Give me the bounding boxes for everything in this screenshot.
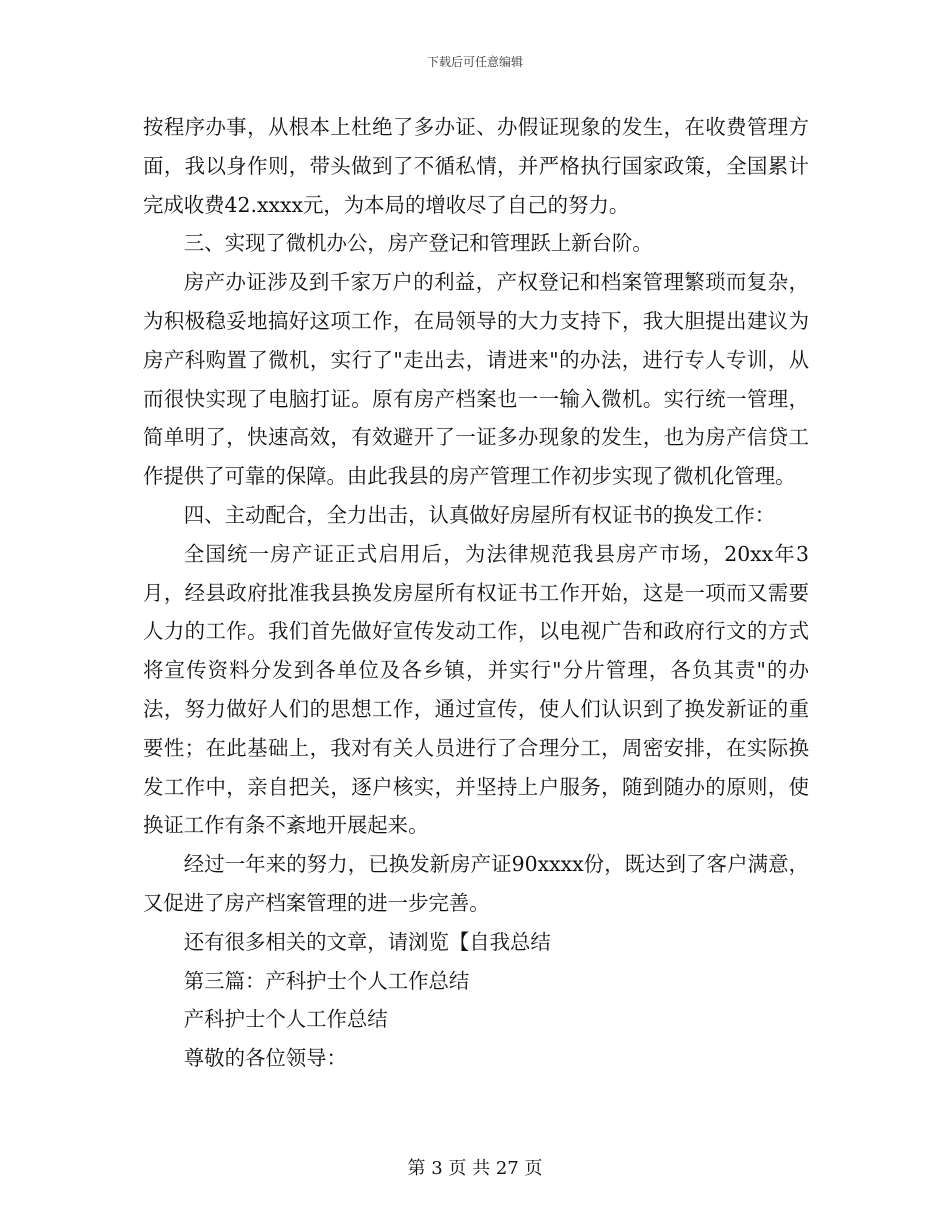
paragraph-5: 全国统一房产证正式启用后，为法律规范我县房产市场，20xx年3月，经县政府批准我县换发房屋所有权证书工作开始，这是一项而又需要人力的工作。我们首先做好宣传发动工作，以电视广告和政府行文的方式将宣传资料分发到各单位及各乡镇，并实行"分片管理，各负其责"的办法，努力做好人们的思想工作，通过宣传，使人们认识到了换发新证的重要性；在此基础上，我对有关人员进行了合理分工，周密安排，在实际换发工作中，亲自把关，逐户核实，并坚持上户服务，随到随办的原则，使换证工作有条不紊地开展起来。 (143, 541, 809, 838)
paragraph-10: 尊敬的各位领导： (183, 1046, 347, 1071)
paragraph-2: 三、实现了微机办公，房产登记和管理跃上新台阶。 (183, 231, 653, 256)
document-body (143, 108, 809, 1078)
paragraph-7: 还有很多相关的文章，请浏览【自我总结 (183, 929, 551, 954)
paragraph-4: 四、主动配合，全力出击，认真做好房屋所有权证书的换发工作： (183, 502, 776, 527)
paragraph-1: 按程序办事，从根本上杜绝了多办证、办假证现象的发生，在收费管理方面，我以身作则，带头做到了不循私情，并严格执行国家政策，全国累计完成收费42.xxxx元，为本局的增收尽了自己的努力。 (143, 115, 809, 217)
paragraph-3: 房产办证涉及到千家万户的利益，产权登记和档案管理繁琐而复杂，为积极稳妥地搞好这项工作，在局领导的大力支持下，我大胆提出建议为房产科购置了微机，实行了"走出去，请进来"的办法，进行专人专训，从而很快实现了电脑打证。原有房产档案也一一输入微机。实行统一管理，简单明了，快速高效，有效避开了一证多办现象的发生，也为房产信贷工作提供了可靠的保障。由此我县的房产管理工作初步实现了微机化管理。 (143, 270, 809, 489)
paragraph-6: 经过一年来的努力，已换发新房产证90xxxx份，既达到了客户满意，又促进了房产档案管理的进一步完善。 (143, 852, 809, 915)
page-header: 下载后可任意编辑 (426, 55, 523, 69)
paragraph-9: 产科护士个人工作总结 (183, 1007, 388, 1032)
page-number: 第 3 页 共 27 页 (407, 1158, 543, 1179)
paragraph-8: 第三篇：产科护士个人工作总结 (183, 968, 470, 993)
